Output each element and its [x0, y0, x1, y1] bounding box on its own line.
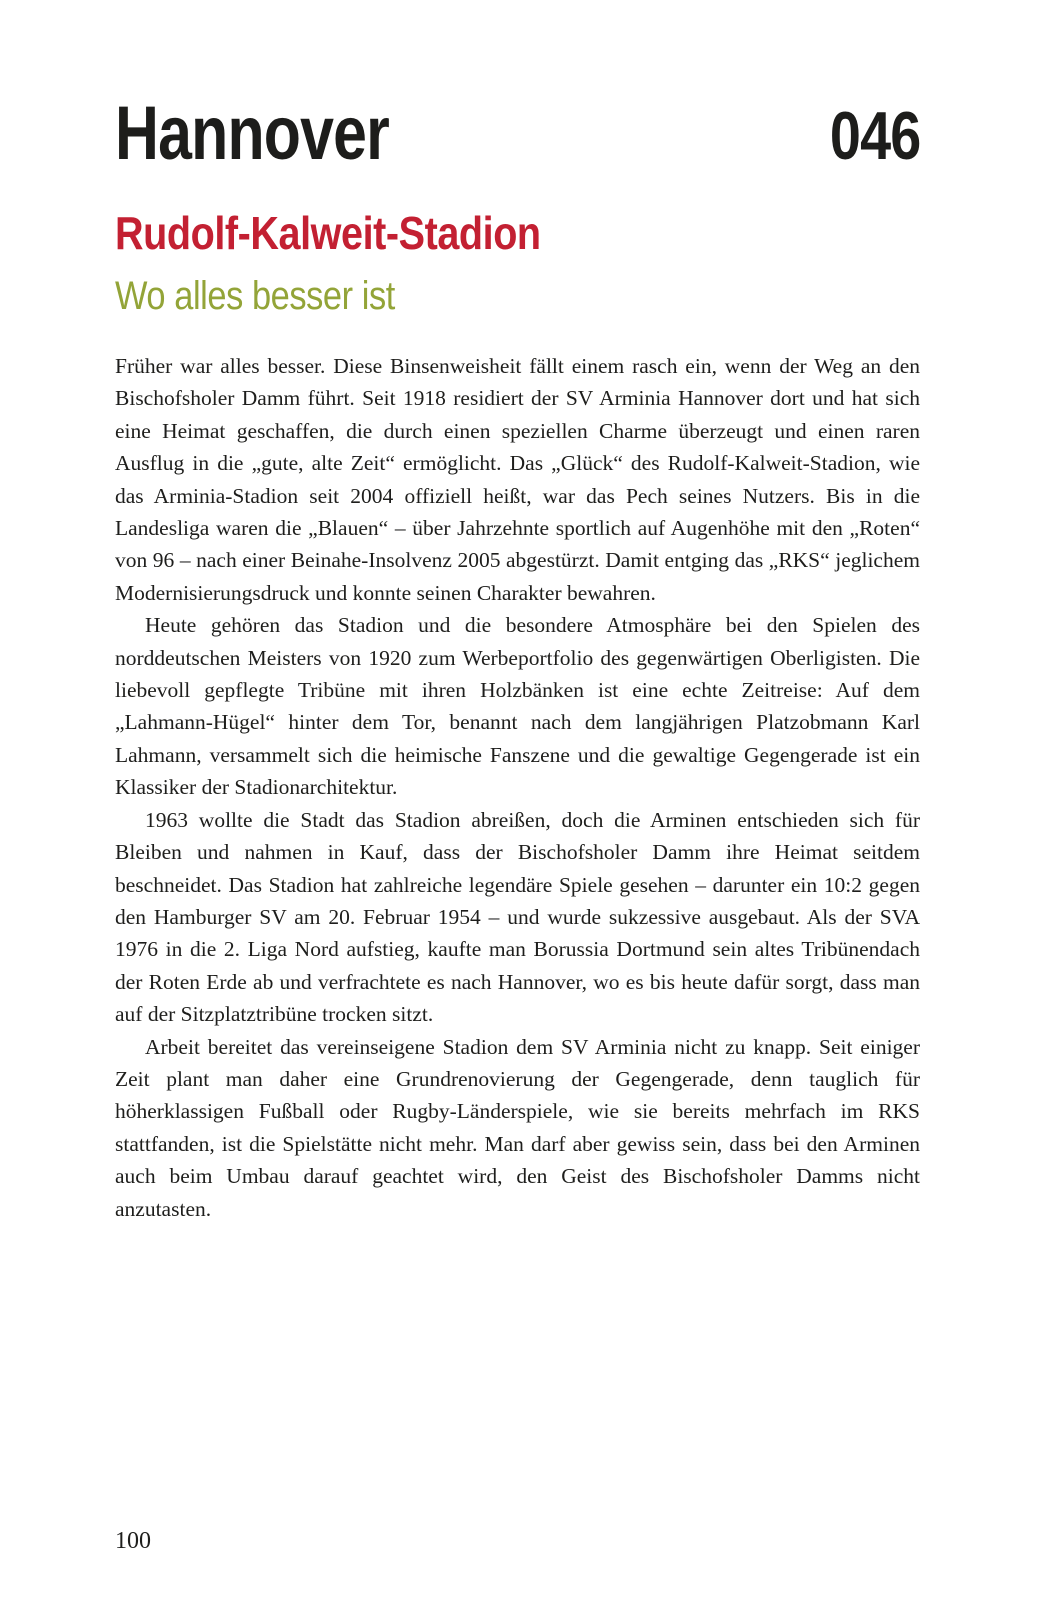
- entry-number: 046: [829, 98, 920, 174]
- body-paragraph: Arbeit bereitet das vereinseigene Stadion dem SV Arminia nicht zu knapp. Seit einiger Zeit plant man daher eine Grundrenovierung der Gegengerade, denn tauglich für höherklassigen Fußball oder Rugby-Länderspiele, wie sie bereits mehrfach im RKS stattfanden, ist die Spielstätte nicht mehr. Man darf aber gewiss sein, dass bei den Arminen auch beim Umbau darauf geachtet wird, den Geist des Bischofsholer Damms nicht anzutasten.: [115, 1034, 920, 1221]
- article-title: Rudolf-Kalweit-Stadion: [115, 207, 541, 259]
- article-subtitle: Wo alles besser ist: [115, 274, 395, 318]
- body-paragraph: Heute gehören das Stadion und die besondere Atmosphäre bei den Spielen des norddeutschen Meisters von 1920 zum Werbeportfolio des gegenwärtigen Oberligisten. Die liebevoll gepflegte Tribüne mit ihren Holzbänken ist eine echte Zeitreise: Auf dem „Lahmann-Hügel“ hinter dem Tor, benannt nach dem langjährigen Platzobmann Karl Lahmann, versammelt sich die heimische Fanszene und die gewaltige Gegengerade ist ein Klassiker der Stadionarchitektur.: [115, 613, 920, 800]
- body-paragraph: Früher war alles besser. Diese Binsenweisheit fällt einem rasch ein, wenn der Weg an den Bischofsholer Damm führt. Seit 1918 residiert der SV Arminia Hannover dort und hat sich eine Heimat geschaffen, die durch einen speziellen Charme überzeugt und einen raren Ausflug in die „gute, alte Zeit“ ermöglicht. Das „Glück“ des Rudolf-Kalweit-Stadion, wie das Arminia-Stadion seit 2004 offiziell heißt, war das Pech seines Nutzers. Bis in die Landesliga waren die „Blauen“ – über Jahrzehnte sportlich auf Augenhöhe mit den „Roten“ von 96 – nach einer Beinahe-Insolvenz 2005 abgestürzt. Damit entging das „RKS“ jeglichem Modernisierungsdruck und konnte seinen Charakter bewahren.: [115, 354, 920, 605]
- page-header: [115, 91, 920, 176]
- footer-page-number: 100: [115, 1528, 151, 1554]
- article-title-row: [115, 172, 920, 259]
- article-body: [115, 350, 920, 1225]
- city-heading: Hannover: [115, 91, 390, 176]
- body-paragraph: 1963 wollte die Stadt das Stadion abreißen, doch die Arminen entschieden sich für Bleiben und nahmen in Kauf, dass der Bischofsholer Damm ihre Heimat seitdem beschneidet. Das Stadion hat zahlreiche legendäre Spiele gesehen – darunter ein 10:2 gegen den Hamburger SV am 20. Februar 1954 – und wurde sukzessive ausgebaut. Als der SVA 1976 in die 2. Liga Nord aufstieg, kaufte man Borussia Dortmund sein altes Tribünendach der Roten Erde ab und verfrachtete es nach Hannover, wo es bis heute dafür sorgt, dass man auf der Sitzplatztribüne trocken sitzt.: [115, 807, 920, 1027]
